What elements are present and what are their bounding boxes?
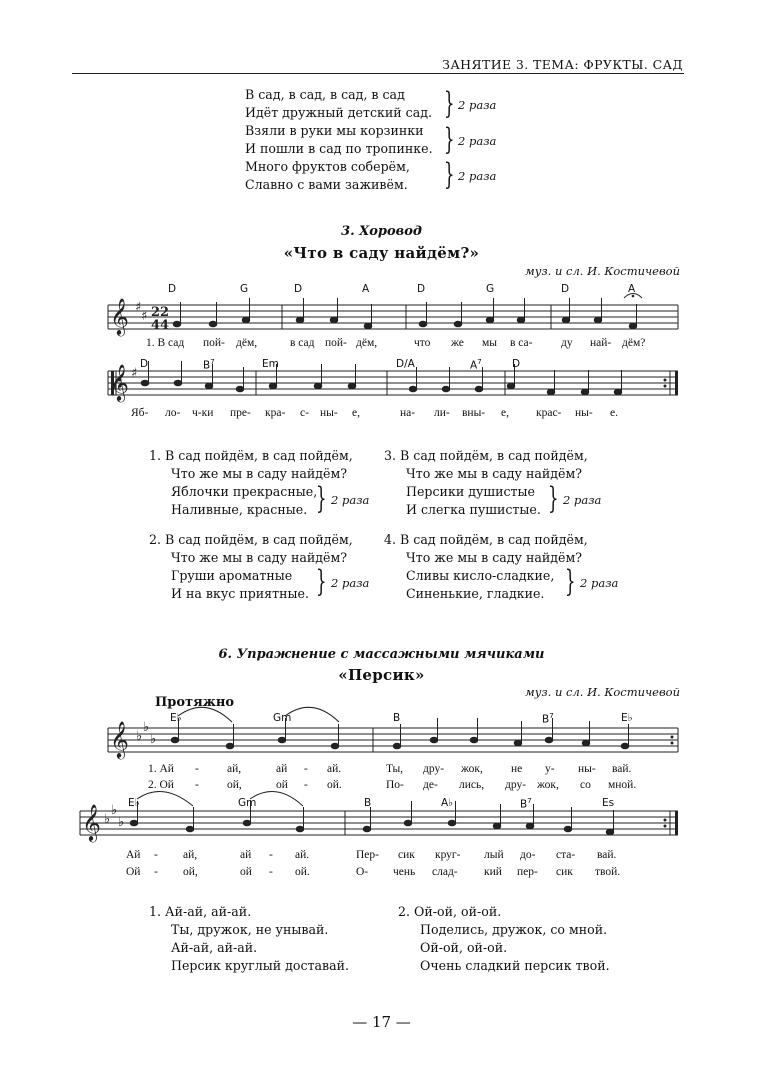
lyric: - (304, 779, 308, 791)
tempo-marking: Протяжно (155, 695, 235, 710)
time-sig-top: 2 (151, 305, 161, 320)
lyric: - (195, 763, 199, 775)
repeat-label: 2 раза (458, 134, 497, 148)
repeat-label: 2 раза (458, 169, 497, 183)
svg-text:♯: ♯ (131, 366, 138, 381)
lyric: е. (610, 407, 618, 419)
chord: D (168, 283, 177, 295)
chord-root: B (203, 359, 211, 372)
lyric: ч-ки (192, 407, 214, 419)
lyric: дём, (356, 337, 378, 349)
lyric: ай (276, 763, 288, 775)
verse-line: Взяли в руки мы корзинки (245, 123, 424, 138)
chord: Em (262, 358, 279, 370)
lyric: О- (356, 866, 369, 878)
brace-icon: } (548, 481, 559, 516)
lyric: ой. (327, 779, 342, 791)
lyric: - (269, 866, 273, 878)
lyric: - (154, 866, 158, 878)
chord (203, 358, 215, 372)
lyric: с- (300, 407, 309, 419)
verse-line: Что же мы в саду найдём? (171, 550, 348, 565)
lyric: мной. (608, 779, 637, 791)
staff-lines (108, 305, 678, 329)
chord: E♭ (621, 712, 633, 724)
lyric: пой- (203, 337, 225, 349)
lyric: вай. (612, 763, 632, 775)
lyric: ой. (295, 866, 310, 878)
verse-line: Наливные, красные. (171, 502, 308, 517)
author-credit: муз. и сл. И. Костичевой (525, 685, 680, 699)
chord: G (486, 283, 495, 295)
lyric: - (195, 779, 199, 791)
lyric: мы (482, 337, 498, 349)
page-number: — 17 — (352, 1013, 411, 1031)
lyric: пер- (517, 866, 538, 878)
section-title: 6. Упражнение с массажными мячиками (218, 647, 545, 662)
svg-text:♭: ♭ (104, 812, 111, 827)
chord-root: B (520, 798, 528, 811)
chord: B (393, 712, 401, 724)
lyric: вны- (462, 407, 486, 419)
verse-line: Много фруктов соберём, (245, 159, 410, 174)
lyric: дём, (236, 337, 258, 349)
verse-number: 4. (384, 532, 397, 547)
lyric: де- (423, 779, 438, 791)
author-credit: муз. и сл. И. Костичевой (525, 264, 680, 278)
chord-seventh: 7 (549, 712, 554, 720)
lyric: ли- (434, 407, 450, 419)
running-header: ЗАНЯТИЕ 3. ТЕМА: ФРУКТЫ. САД (442, 57, 683, 72)
lyric: ай. (295, 849, 310, 861)
verse-line: В сад, в сад, в сад, в сад (245, 87, 405, 102)
chord: E♭ (170, 712, 182, 724)
lyric: что (414, 337, 431, 349)
lyric: Пер- (356, 849, 379, 861)
lyric: дру- (505, 779, 527, 791)
lyric: лись, (459, 779, 485, 791)
brace-icon: } (444, 86, 455, 121)
verse-line: Ой-ой, ой-ой. (414, 904, 502, 919)
lyric: слад- (432, 866, 458, 878)
lyric: до- (520, 849, 536, 861)
chord: Es (602, 797, 615, 809)
lyric: ой, (183, 866, 198, 878)
lyric: кра- (265, 407, 286, 419)
chord: D (561, 283, 570, 295)
lyric: жок, (461, 763, 483, 775)
brace-icon: } (565, 564, 576, 599)
lyric: дру- (423, 763, 445, 775)
svg-text:♭: ♭ (136, 729, 143, 744)
lyric: ста- (556, 849, 576, 861)
verse-line: В сад пойдём, в сад пойдём, (400, 448, 588, 463)
verse-number: 2. (149, 532, 162, 547)
chord-seventh: 7 (210, 358, 215, 366)
chord: A (628, 283, 636, 295)
verse-line: Ай-ай, ай-ай. (171, 940, 258, 955)
lyric: круг- (435, 849, 461, 861)
repeat-label: 2 раза (458, 98, 497, 112)
lyric: кий (484, 866, 502, 878)
repeat-label: 2 раза (563, 493, 602, 507)
lyric: у- (545, 763, 555, 775)
lyric: на- (400, 407, 416, 419)
chord: D (417, 283, 426, 295)
lyric: не (511, 763, 523, 775)
lyric: сик (556, 866, 573, 878)
lyric: - (269, 849, 273, 861)
verse-line: Ой-ой, ой-ой. (420, 940, 508, 955)
verse-line: И слегка пушистые. (406, 502, 541, 517)
chord-seventh: 7 (527, 797, 532, 805)
lyric: 1. В сад (146, 337, 185, 349)
svg-text:♯: ♯ (141, 309, 148, 324)
chord (470, 358, 482, 372)
verse-line: Что же мы в саду найдём? (406, 550, 583, 565)
svg-text:♭: ♭ (143, 720, 150, 735)
lyric: е, (501, 407, 509, 419)
verse-line: И на вкус приятные. (171, 586, 309, 601)
chord (520, 797, 532, 811)
verse-1 (149, 903, 349, 975)
repeat-label: 2 раза (580, 576, 619, 590)
lyric: дём? (622, 337, 646, 349)
verse-line: В сад пойдём, в сад пойдём, (400, 532, 588, 547)
verse-line: Яблочки прекрасные, (171, 484, 318, 499)
repeat-label: 2 раза (331, 493, 370, 507)
chord-root: B (542, 713, 550, 726)
verse-number: 1. (149, 904, 162, 919)
lyric: ой (276, 779, 288, 791)
lyric: крас- (536, 407, 562, 419)
lyric: ай, (183, 849, 198, 861)
brace-icon: } (444, 122, 455, 157)
verse-line: Славно с вами заживём. (245, 177, 408, 192)
chord: B (364, 797, 372, 809)
lyric: - (154, 849, 158, 861)
song-title: «Персик» (338, 666, 425, 684)
lyric: вай. (597, 849, 617, 861)
lyric: ны- (575, 407, 593, 419)
lyric: ду (561, 337, 573, 349)
lyric: ны- (578, 763, 596, 775)
lyric: чень (393, 866, 416, 878)
lyric: 1. Ай (148, 763, 174, 775)
svg-text:♭: ♭ (111, 803, 118, 818)
verse-line: Синенькие, гладкие. (406, 586, 545, 601)
lyric: же (451, 337, 464, 349)
chord: D/A (396, 358, 415, 370)
lyric: со (580, 779, 591, 791)
brace-icon: } (316, 564, 327, 599)
lyric: ай, (227, 763, 242, 775)
verse-line: Что же мы в саду найдём? (406, 466, 583, 481)
chord: Gm (273, 712, 292, 724)
chord: Gm (238, 797, 257, 809)
lyric: ло- (165, 407, 181, 419)
repeat-label: 2 раза (331, 576, 370, 590)
lyric: 2. Ой (148, 779, 174, 791)
lyric: ой, (227, 779, 242, 791)
verse-line: Идёт дружный детский сад. (245, 105, 432, 120)
lyric: Яб- (131, 407, 149, 419)
verse-line: Поделись, дружок, со мной. (420, 922, 608, 937)
time-sig-top: 2 (160, 305, 170, 320)
brace-icon: } (316, 481, 327, 516)
lyric: - (304, 763, 308, 775)
chord: D (294, 283, 303, 295)
verse-line: В сад пойдём, в сад пойдём, (165, 448, 353, 463)
lyric: ай. (327, 763, 342, 775)
lyric: в са- (510, 337, 533, 349)
verse-number: 2. (398, 904, 411, 919)
chord: D (140, 358, 149, 370)
lyric: ны- (320, 407, 338, 419)
chord: E♭ (128, 797, 140, 809)
lyric: пой- (325, 337, 347, 349)
time-sig-bottom: 4 (151, 318, 161, 333)
verse-2 (398, 903, 610, 975)
song-title: «Что в саду найдём?» (283, 244, 480, 262)
lyric: пре- (230, 407, 251, 419)
verse-line: Что же мы в саду найдём? (171, 466, 348, 481)
lyric: жок, (537, 779, 559, 791)
svg-text:𝄞: 𝄞 (110, 363, 129, 401)
lyric: е, (352, 407, 360, 419)
chord-seventh: 7 (477, 358, 482, 366)
verse-line: Персики душистые (406, 484, 535, 499)
svg-text:𝄞: 𝄞 (110, 720, 129, 758)
lyric: Ай (126, 849, 141, 861)
verse-number: 3. (384, 448, 397, 463)
verse-line: Ты, дружок, не унывай. (171, 922, 329, 937)
lyric: Ой (126, 866, 141, 878)
brace-icon: } (444, 157, 455, 192)
lyric: в сад (290, 337, 315, 349)
chord: A♭ (441, 797, 454, 809)
verse-number: 1. (149, 448, 162, 463)
chord (542, 712, 554, 726)
lyric: сик (398, 849, 415, 861)
verse-line: И пошли в сад по тропинке. (245, 141, 433, 156)
verse-line: Ай-ай, ай-ай. (165, 904, 252, 919)
verse-line: Очень сладкий персик твой. (420, 958, 610, 973)
lyric: Ты, (386, 763, 404, 775)
lyric: най- (590, 337, 612, 349)
section-title: 3. Хоровод (341, 224, 422, 239)
time-sig-bottom: 4 (160, 318, 170, 333)
chord-root: A (470, 359, 478, 372)
verse-4 (384, 531, 588, 603)
verse-line: Персик круглый доставай. (171, 958, 350, 973)
lyric: По- (386, 779, 404, 791)
lyric: ай (240, 849, 252, 861)
verse-line: Груши ароматные (171, 568, 293, 583)
svg-text:♭: ♭ (150, 732, 157, 747)
lyric: твой. (595, 866, 621, 878)
lyric: ой (240, 866, 252, 878)
svg-text:♯: ♯ (135, 300, 142, 315)
lyric: лый (484, 849, 504, 861)
svg-text:𝄞: 𝄞 (110, 297, 129, 335)
chord: A (362, 283, 370, 295)
svg-text:𝄞: 𝄞 (82, 803, 101, 841)
chord: G (240, 283, 249, 295)
chord: D (512, 358, 521, 370)
verse-line: Сливы кисло-сладкие, (406, 568, 555, 583)
svg-text:♭: ♭ (118, 815, 125, 830)
verse-line: В сад пойдём, в сад пойдём, (165, 532, 353, 547)
